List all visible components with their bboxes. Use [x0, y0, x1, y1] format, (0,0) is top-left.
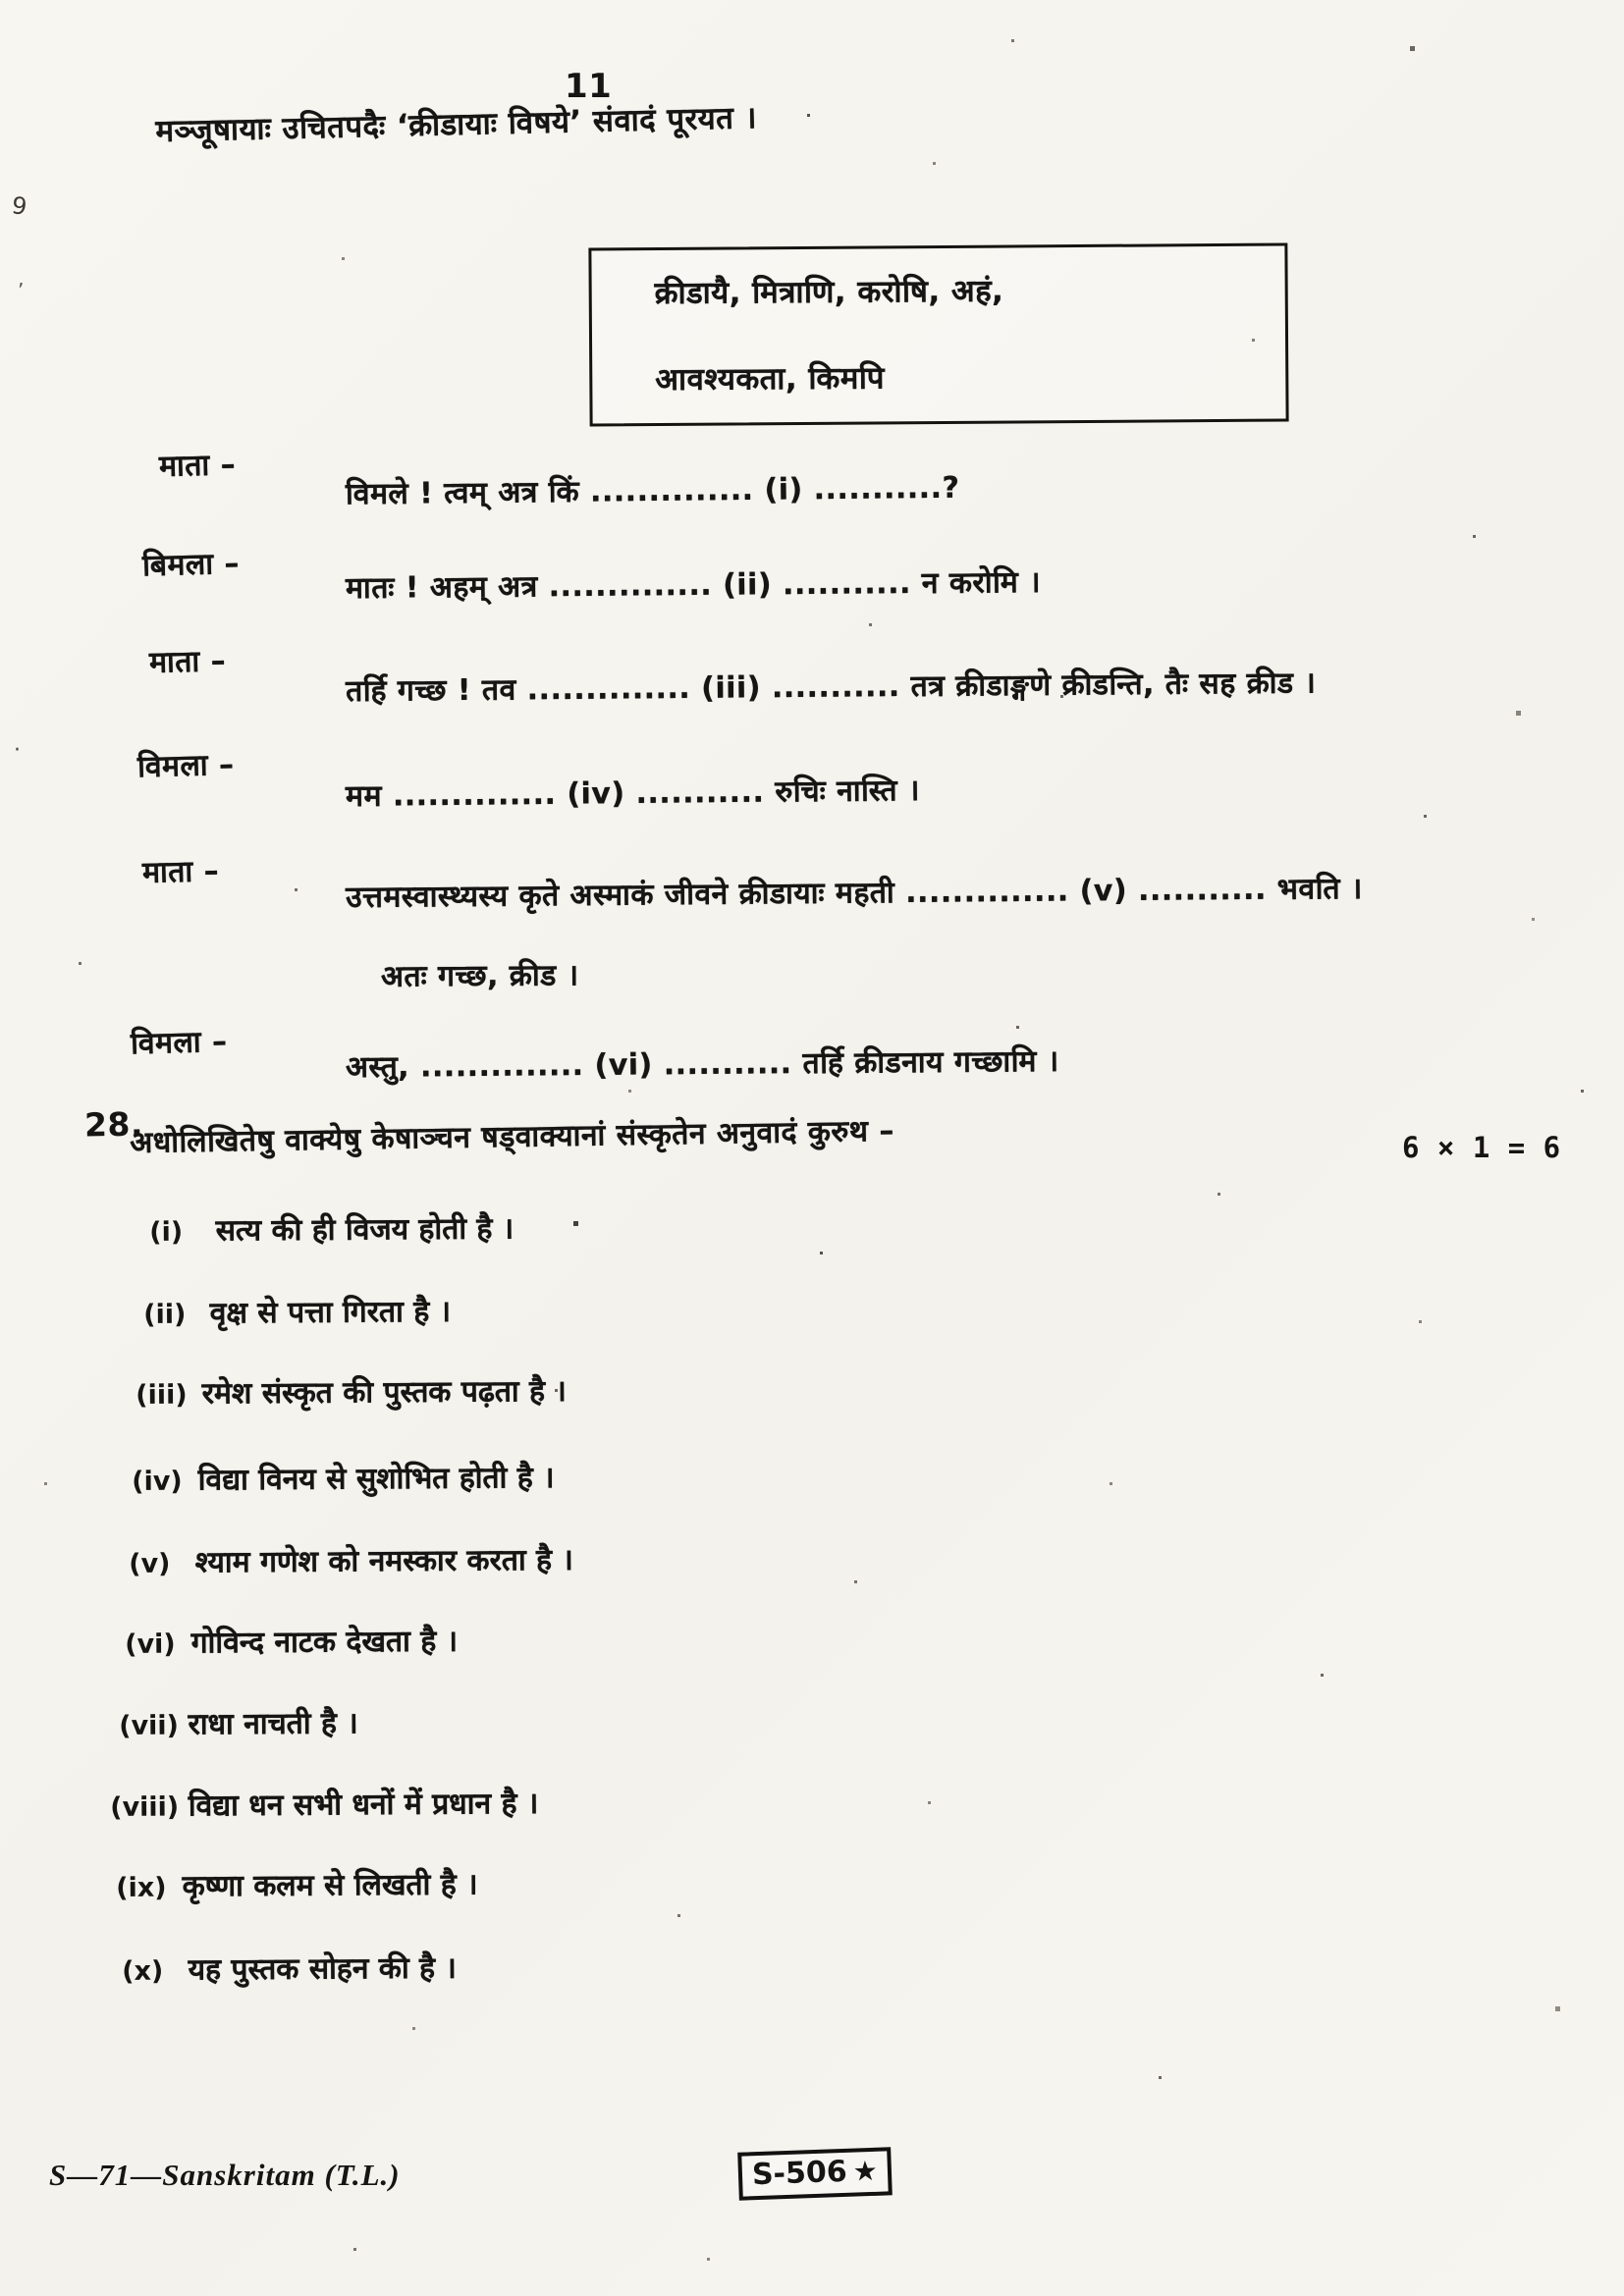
dialogue-line: मम .............. (iv) ........... रुचिः नास्ति ।	[345, 773, 921, 815]
item-label: (vi)	[125, 1629, 176, 1660]
speaker-label: माता –	[158, 447, 237, 485]
star-icon: ★	[852, 2154, 879, 2188]
dialogue-line: अस्तु, .............. (vi) ........... तर्हि क्रीडनाय गच्छामि ।	[345, 1043, 1059, 1086]
dialogue-line: विमले ! त्वम् अत्र किं .............. (i) ...........?	[345, 470, 960, 512]
item-label: (iii)	[135, 1379, 188, 1411]
speaker-label: विमला –	[130, 1024, 228, 1062]
question-item	[122, 1947, 457, 1989]
item-label: (viii)	[110, 1791, 180, 1823]
item-text: सत्य की ही विजय होती है ।	[215, 1211, 514, 1249]
item-label: (ii)	[143, 1299, 187, 1330]
item-text: यह पुस्तक सोहन की है ।	[188, 1950, 457, 1988]
dialogue-line-continuation: अतः गच्छ, क्रीड ।	[380, 958, 579, 994]
question-item	[135, 1369, 567, 1413]
dialogue-line: मातः ! अहम् अत्र .............. (ii) ........... न करोमि ।	[345, 564, 1042, 607]
question-marks: 6 × 1 = 6	[1402, 1131, 1561, 1164]
item-text: कृष्णा कलम से लिखती है ।	[182, 1867, 478, 1904]
item-text: विद्या धन सभी धनों में प्रधान है ।	[188, 1786, 539, 1824]
paper-series-badge	[737, 2147, 892, 2200]
dialogue-line: उत्तमस्वास्थ्यस्य कृते अस्माकं जीवने क्रीडायाः महती .............. (v) ........... भवति ।	[346, 871, 1363, 915]
scan-noise-speckles	[0, 0, 3, 3]
question-item	[119, 1701, 358, 1743]
item-label: (i)	[149, 1216, 184, 1248]
item-text: रमेश संस्कृत की पुस्तक पढ़ता है ।	[201, 1373, 567, 1412]
speaker-label: बिमला –	[141, 546, 241, 584]
item-label: (vii)	[119, 1710, 180, 1741]
question-item	[110, 1782, 538, 1825]
question-item	[149, 1206, 514, 1250]
scan-stray-mark: 9	[10, 191, 29, 221]
word-bank-box	[588, 243, 1288, 427]
item-text: विद्या विनय से सुशोभित होती है ।	[197, 1460, 555, 1498]
question-item	[129, 1538, 573, 1581]
question-text: अधोलिखितेषु वाक्येषु केषाञ्चन षड्वाक्यानां संस्कृतेन अनुवादं कुरुथ –	[130, 1113, 895, 1160]
item-label: (ix)	[116, 1872, 167, 1903]
paper-series-code: S-506	[751, 2154, 848, 2193]
question-item	[116, 1862, 478, 1905]
question-item	[125, 1620, 458, 1662]
item-text: राधा नाचती है ।	[188, 1706, 358, 1742]
question-item	[143, 1290, 451, 1332]
dialogue-line: तर्हि गच्छ ! तव .............. (iii) ........... तत्र क्रीडाङ्गणे क्रीडन्ति, तैः सह क्रीड ।	[346, 666, 1317, 709]
page-number: 11	[565, 67, 613, 106]
item-label: (v)	[129, 1548, 171, 1579]
item-label: (x)	[122, 1955, 164, 1987]
question-number: 28.	[83, 1104, 144, 1145]
question-item	[132, 1456, 555, 1499]
speaker-label: विमला –	[136, 747, 235, 785]
item-text: गोविन्द नाटक देखता है ।	[190, 1624, 459, 1661]
paper-code-footer: S—71—Sanskritam (T.L.)	[49, 2158, 401, 2192]
item-label: (iv)	[132, 1466, 183, 1497]
scan-stray-mark: ’	[18, 279, 25, 302]
item-text: वृक्ष से पत्ता गिरता है ।	[209, 1294, 452, 1331]
speaker-label: माता –	[148, 643, 227, 681]
instruction-line: मञ्जूषायाः उचितपदैः ‘क्रीडायाः विषये’ संवादं पूरयत ।	[155, 100, 758, 149]
item-text: श्याम गणेश को नमस्कार करता है ।	[194, 1542, 573, 1580]
word-bank-line-1: क्रीडायै, मित्राणि, करोषि, अहं,	[654, 273, 1004, 312]
word-bank-line-2: आवश्यकता, किमपि	[655, 360, 886, 399]
speaker-label: माता –	[141, 853, 220, 891]
scan-stray-mark: ·	[14, 738, 22, 763]
